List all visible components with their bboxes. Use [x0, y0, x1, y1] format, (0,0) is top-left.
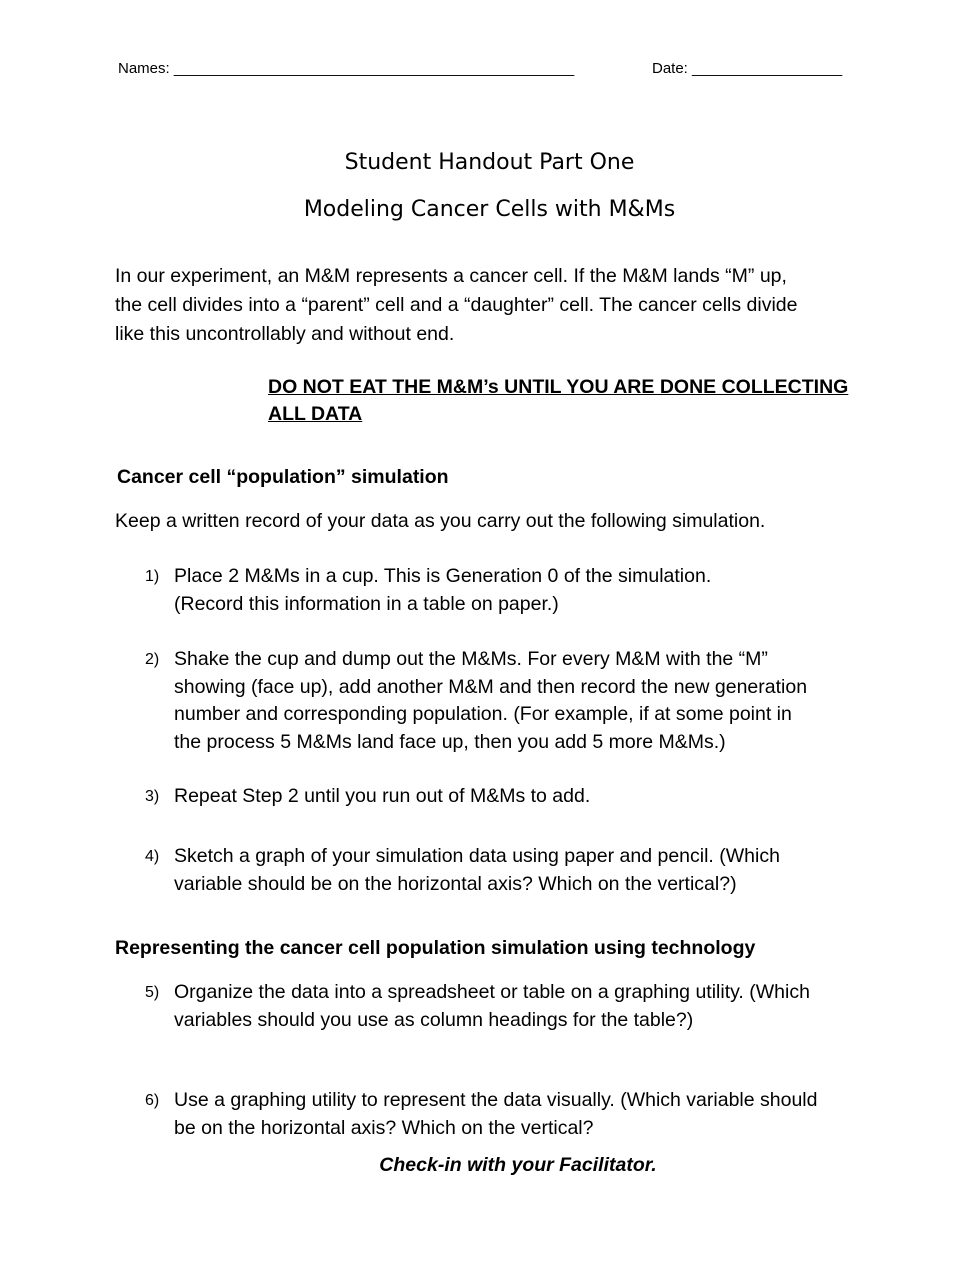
checkin-note: Check-in with your Facilitator.: [379, 1154, 657, 1176]
step-text: [174, 646, 807, 756]
step-line: variables should you use as column headings for the table?): [174, 1008, 694, 1031]
step-line: the process 5 M&Ms land face up, then you add 5 more M&Ms.): [174, 730, 726, 753]
step-text: [174, 843, 780, 898]
intro-line: In our experiment, an M&M represents a cancer cell. If the M&M lands “M” up,: [115, 265, 787, 287]
step-line: Use a graphing utility to represent the data visually. (Which variable should: [174, 1089, 818, 1111]
step-number: 4): [145, 848, 160, 865]
warning-line: ALL DATA: [268, 403, 363, 425]
warning-notice: [268, 374, 868, 428]
intro-paragraph: [115, 262, 798, 349]
step-number: 6): [145, 1092, 160, 1109]
step-line: Place 2 M&Ms in a cup. This is Generation 0 of the simulation.: [174, 565, 712, 587]
date-field[interactable]: Date: __________________: [652, 60, 843, 77]
step-line: be on the horizontal axis? Which on the vertical?: [174, 1116, 594, 1139]
page-subtitle: Modeling Cancer Cells with M&Ms: [303, 197, 676, 222]
step-text: [174, 563, 711, 618]
step-line: Shake the cup and dump out the M&Ms. For every M&M with the “M”: [174, 648, 768, 670]
step-line: (Record this information in a table on paper.): [174, 592, 559, 615]
warning-line: DO NOT EAT THE M&M’s UNTIL YOU ARE DONE COLLECTING: [268, 376, 849, 398]
step-line: Organize the data into a spreadsheet or table on a graphing utility. (Which: [174, 981, 810, 1003]
step-text: [174, 783, 590, 811]
step-number: 2): [145, 651, 160, 668]
step-line: variable should be on the horizontal axis? Which on the vertical?): [174, 872, 737, 895]
step-line: Repeat Step 2 until you run out of M&Ms to add.: [174, 785, 591, 807]
intro-line: the cell divides into a “parent” cell and a “daughter” cell. The cancer cells divide: [115, 294, 798, 316]
instruction-text: Keep a written record of your data as you carry out the following simulation.: [115, 510, 766, 532]
step-line: showing (face up), add another M&M and then record the new generation: [174, 675, 808, 698]
page-title: Student Handout Part One: [344, 150, 635, 175]
step-number: 1): [145, 568, 160, 585]
step-line: number and corresponding population. (For example, if at some point in: [174, 703, 792, 725]
names-field[interactable]: Names: ________________________________________________: [118, 60, 575, 77]
step-number: 5): [145, 984, 160, 1001]
section-heading: Cancer cell “population” simulation: [117, 466, 449, 488]
step-number: 3): [145, 788, 160, 805]
step-text: [174, 1087, 817, 1142]
step-line: Sketch a graph of your simulation data using paper and pencil. (Which: [174, 845, 780, 867]
step-text: [174, 979, 810, 1034]
intro-line: like this uncontrollably and without end.: [115, 323, 455, 345]
section-heading: Representing the cancer cell population simulation using technology: [115, 937, 756, 959]
